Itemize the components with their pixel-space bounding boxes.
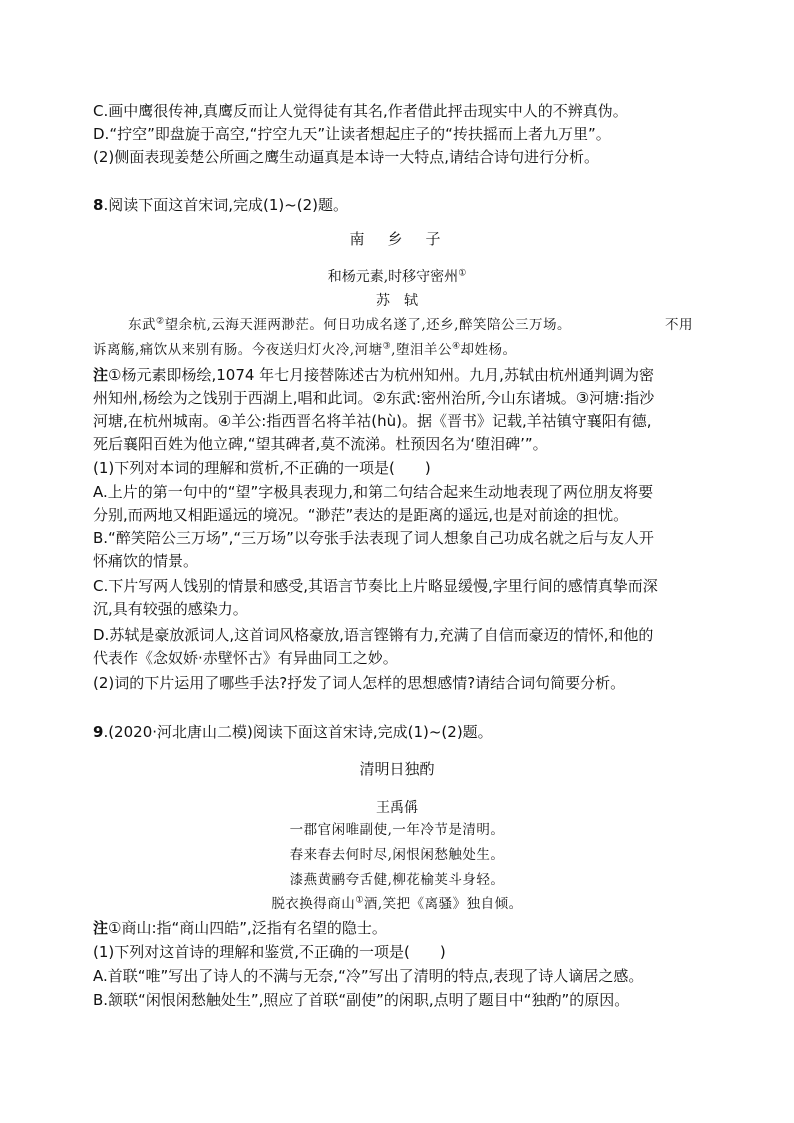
q9-intro — [93, 722, 493, 742]
q7-subquestion-2: (2)侧面表现姜楚公所画之鹰生动逼真是本诗一大特点,请结合诗句进行分析。 — [93, 148, 600, 166]
q8-note-line-1 — [93, 365, 654, 385]
q8-intro — [93, 195, 348, 215]
q8-poem-line-2-c: 却姓杨。 — [460, 342, 517, 358]
q9-poem-line-3: 漆燕黄鹂夸舌健,柳花榆荚斗身轻。 — [289, 872, 505, 888]
q8-option-d-line-1: D.苏轼是豪放派词人,这首词风格豪放,语言铿锵有力,充满了自信而豪迈的情怀,和他的 — [93, 626, 654, 644]
q9-poem-line-2: 春来春去何时尽,闲恨闲愁触处生。 — [289, 847, 505, 863]
q8-note-line-3: 河塘,在杭州城南。④羊公:指西晋名将羊祜(hù)。据《晋书》记载,羊祜镇守襄阳有德, — [93, 412, 652, 430]
q9-subquestion-1: (1)下列对这首诗的理解和鉴赏,不正确的一项是( ) — [93, 943, 446, 961]
q8-note-line-2: 州知州,杨绘为之饯别于西湖上,唱和此词。②东武:密州治所,今山东诸城。③河塘:指沙 — [93, 389, 655, 407]
q8-option-a-line-1: A.上片的第一句中的“望”字极具表现力,和第二句结合起来生动地表现了两位朋友将要 — [93, 483, 654, 501]
q8-poem-subtitle — [0, 267, 794, 287]
q8-intro-text: .阅读下面这首宋词,完成(1)~(2)题。 — [103, 196, 349, 214]
q9-number: 9 — [93, 723, 104, 741]
q8-note-line-4: 死后襄阳百姓为他立碑,“望其碑者,莫不流涕。杜预因名为‘堕泪碑’”。 — [93, 435, 548, 453]
q8-poem-title: 南 乡 子 — [349, 230, 445, 248]
q9-intro-text: .(2020·河北唐山二模)阅读下面这首宋诗,完成(1)~(2)题。 — [103, 723, 493, 741]
q9-note-label: 注 — [93, 919, 109, 937]
q9-note-mark-1: ① — [355, 895, 364, 906]
q8-subtitle-note-mark: ① — [458, 268, 467, 279]
q8-note-mark-4: ④ — [451, 341, 461, 352]
q7-option-c: C.画中鹰很传神,真鹰反而让人觉得徒有其名,作者借此抨击现实中人的不辨真伪。 — [93, 102, 628, 120]
q8-option-c-line-2: 沉,具有较强的感染力。 — [93, 600, 248, 618]
q8-number: 8 — [93, 196, 104, 214]
q8-subtitle-text: 和杨元素,时移守密州 — [327, 269, 459, 285]
q8-option-d-line-2: 代表作《念奴娇·赤壁怀古》有异曲同工之妙。 — [93, 649, 398, 667]
q8-note-text-1: ①杨元素即杨绘,1074 年七月接替陈述古为杭州知州。九月,苏轼由杭州通判调为密 — [108, 366, 654, 384]
q8-poem-line-2 — [93, 340, 517, 360]
q8-subquestion-1: (1)下列对本词的理解和赏析,不正确的一项是( ) — [93, 459, 431, 477]
q8-poem-line-2-a: 诉离觞,痛饮从来别有肠。今夜送归灯火冷,河塘 — [93, 342, 383, 358]
q8-note-mark-2: ② — [156, 316, 165, 327]
q8-poem-line-2-b: ,堕泪羊公 — [391, 342, 452, 358]
q9-note-text: ①商山:指“商山四皓”,泛指有名望的隐士。 — [108, 919, 387, 937]
q8-option-b-line-1: B.“醉笑陪公三万场”,“三万场”以夸张手法表现了词人想象自己功成名就之后与友人开 — [93, 529, 654, 547]
q9-poem-line-4 — [0, 894, 794, 914]
q9-note — [93, 918, 387, 938]
q9-option-b: B.颔联“闲恨闲愁触处生”,照应了首联“副使”的闲职,点明了题目中“独酌”的原因。 — [93, 991, 630, 1009]
q8-poem-line-1 — [128, 315, 571, 335]
q8-poem-line-1-end: 不用 — [665, 317, 693, 333]
q8-subquestion-2: (2)词的下片运用了哪些手法?抒发了词人怎样的思想感情?请结合词句简要分析。 — [93, 674, 626, 692]
q8-option-b-line-2: 怀痛饮的情景。 — [93, 552, 199, 570]
q9-option-a: A.首联“唯”写出了诗人的不满与无奈,“冷”写出了清明的特点,表现了诗人谪居之感。 — [93, 967, 644, 985]
q9-poem-title: 清明日独酌 — [359, 760, 435, 778]
q9-poem-line-1: 一郡官闲唯副使,一年冷节是清明。 — [289, 822, 505, 838]
q9-poem-author: 王禹偁 — [376, 800, 418, 816]
q8-note-mark-3: ③ — [382, 341, 392, 352]
q8-poem-author: 苏 轼 — [376, 293, 418, 309]
q8-option-a-line-2: 分别,而两地又相距遥远的境况。“渺茫”表达的是距离的遥远,也是对前途的担忧。 — [93, 506, 629, 524]
q8-poem-line-1-b: 望余杭,云海天涯两渺茫。何日功成名遂了,还乡,醉笑陪公三万场。 — [164, 317, 571, 333]
q8-note-label: 注 — [93, 366, 109, 384]
q9-poem-line-4-a: 脱衣换得商山 — [271, 896, 356, 912]
q7-option-d: D.“拧空”即盘旋于高空,“拧空九天”让读者想起庄子的“抟扶摇而上者九万里”。 — [93, 125, 611, 143]
q8-option-c-line-1: C.下片写两人饯别的情景和感受,其语言节奏比上片略显缓慢,字里行间的感情真挚而深 — [93, 577, 658, 595]
q9-poem-line-4-b: 酒,笑把《离骚》独自倾。 — [363, 896, 523, 912]
q8-poem-line-1-a: 东武 — [128, 317, 156, 333]
